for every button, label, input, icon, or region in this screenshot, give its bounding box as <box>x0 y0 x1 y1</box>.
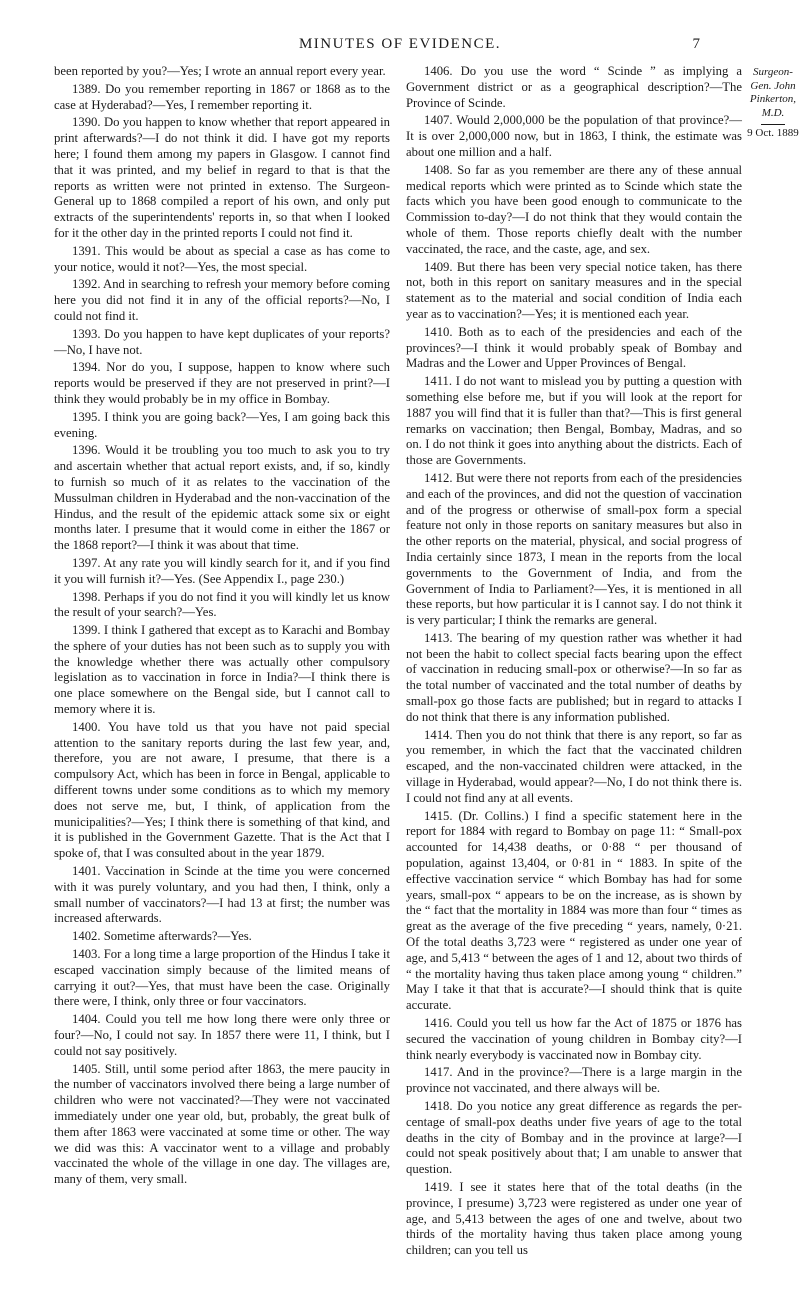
evidence-paragraph: 1398. Perhaps if you do not find it you will kindly let us know the result of your search?—Yes. <box>54 589 390 620</box>
evidence-paragraph: 1396. Would it be troubling you too much to ask you to try and ascertain whether that actual report exists, and, if so, kindly to furnish so much of it as relates to the vaccination of the Mussulman children in Hyderabad and the non-vaccination of the Hindus, and the result of the epidemic attack some six or eight months later. I presume that it would come in either the 1867 or the 1868 report?—I think it was about that time. <box>54 443 390 553</box>
evidence-paragraph: 1395. I think you are going back?—Yes, I am going back this evening. <box>54 409 390 440</box>
evidence-paragraph: 1409. But there has been very special notice taken, has there not, both in this report on sanitary measures and in the special statement as to the material and social condition of India each year as to vaccination?—Yes; it is mentioned each year. <box>406 259 742 321</box>
witness-margin-note <box>747 66 799 141</box>
evidence-paragraph: 1393. Do you happen to have kept duplicates of your reports?—No, I have not. <box>54 326 390 357</box>
page-header <box>0 36 800 56</box>
evidence-paragraph: 1415. (Dr. Collins.) I find a specific statement here in the report for 1884 with regard to Bombay on page 11: “ Small-pox accounted for 14,438 deaths, or 0·88 “ per thousand of population, against 13,404, or 0·81 in “ 1883. In spite of the effective vaccination service “ which Bombay has had for some years, small-pox “ appears to be on the increase, as is shown by the “ fact that the mortality in 1884 was more than four “ times as great as the average of the five preceding “ years, namely, 0·21. Of the total deaths 3,723 were “ registered as under one year of age, and 5,413 “ between the ages of 1 and 12, about two thirds of “ the mortality having thus taken place among young “ children.” May I take it that that is accurate?—I should think that is quite accurate. <box>406 808 742 1013</box>
evidence-paragraph: 1392. And in searching to refresh your memory before coming here you did not find it in any of the official reports?—No, I could not find it. <box>54 277 390 323</box>
evidence-paragraph: 1406. Do you use the word “ Scinde ” as implying a Government district or as a geographical description?—The Province of Scinde. <box>406 64 742 110</box>
evidence-paragraph: 1401. Vaccination in Scinde at the time you were concerned with it was purely voluntary, and you had then, I think, only a small number of vaccinators?—I had 13 at first; the number was increased afterwards. <box>54 864 390 926</box>
evidence-paragraph: 1394. Nor do you, I suppose, happen to know where such reports would be preserved if they are not preserved in print?—I think they would probably be in my office in Bombay. <box>54 360 390 406</box>
evidence-paragraph: 1399. I think I gathered that except as to Karachi and Bombay the sphere of your duties has not been such as to supply you with the knowledge whether there was actually other compulsory legislation as to vaccination in force in India?—I think there is one place somewhere on the Bengal side, but I cannot call to memory where it is. <box>54 623 390 717</box>
running-title: MINUTES OF EVIDENCE. <box>298 36 502 52</box>
evidence-paragraph: 1413. The bearing of my question rather was whether it had not been the habit to collect special facts bearing upon the effect of vaccination in reducing small-pox or otherwise?—In so far as the total number of vaccinated and the total number of deaths by small-pox go those facts are published; but in regard to attacks I do not think that there is any information published. <box>406 630 742 724</box>
evidence-paragraph: 1405. Still, until some period after 1863, the mere paucity in the number of vaccinators involved there being a large number of children who were not vaccinated?—They were not vaccinated immediately under one year old, but, probably, the great bulk of them after 1863 were vaccinated at some time or other. The way we did was this: A vaccinator went to a village and probably vaccinated the whole of the village in one day. The villages are, many of them, very small. <box>54 1061 390 1187</box>
evidence-paragraph: 1389. Do you remember reporting in 1867 or 1868 as to the case at Hyderabad?—Yes, I remember reporting it. <box>54 81 390 112</box>
evidence-paragraph: 1411. I do not want to mislead you by putting a question with something else before me, but if you will look at the report for 1887 you will find that it is fuller than that?—This is first general remarks on vaccination; then Bengal, Bombay, Madras, and so on. I do not think it goes into anything about the districts. Each of those are Governments. <box>406 374 742 468</box>
evidence-paragraph: 1402. Sometime afterwards?—Yes. <box>72 929 252 944</box>
evidence-paragraph: 1391. This would be about as special a case as has come to your notice, would it not?—Yes, the most special. <box>54 243 390 274</box>
evidence-paragraph: 1410. Both as to each of the presidencies and each of the provinces?—I think it would probably speak of Bombay and Madras and the Lower and Upper Provinces of Bengal. <box>406 324 742 371</box>
evidence-paragraph: 1414. Then you do not think that there is any report, so far as you remember, in which the fact that the vaccinated children escaped, and the non-vaccinated children were attacked, in the village in Hyderabad, would appear?—No, I do not think there is. I could not find any at all events. <box>406 727 742 805</box>
page-number: 7 <box>692 36 700 52</box>
evidence-paragraph: 1390. Do you happen to know whether that report appeared in print afterwards?—I do not think it did. I have got my reports here; I found them among my papers in Glasgow. I cannot find that it was printed, and my belief in regard to that is that the reports as written were not printed in extenso. The Surgeon-General up to 1868 compiled a report of his own, and only put extracts of the superintendents' reports in, so that when I looked for it the other day in the printed reports I could not find it. <box>54 115 390 240</box>
witness-name: Surgeon-Gen. John Pinkerton, M.D. <box>749 66 797 119</box>
evidence-paragraph: 1412. But were there not reports from each of the presidencies and each of the provinces, and did not the question of vaccination and of the progress or otherwise of small-pox form a special feature not only in those reports on sanitary measures but also in the other reports on the material, physical, and social progress of India certainly since 1873, I mean in the reports from the local governments to the Government of India, and from the Government of India to Parliament?—Yes, it is mentioned in all these reports, but how particular it is I cannot say. I do not think it is very particular; I think the remarks are general. <box>406 470 742 628</box>
testimony-date: 9 Oct. 1889 <box>747 127 799 139</box>
evidence-paragraph: 1419. I see it states here that of the total deaths (in the province, I presume) 3,723 were registered as under one year of age, and 5,413 between the ages of one and twelve, about two thirds of the mortality having thus taken place among young children; can you tell us <box>406 1179 742 1258</box>
evidence-paragraph: 1407. Would 2,000,000 be the population of that province?—It is over 2,000,000 now, but in 1863, I think, the estimate was about one million and a half. <box>406 113 742 159</box>
evidence-paragraph: 1400. You have told us that you have not paid special attention to the sanitary reports during the last few year, and, therefore, you are not aware, I presume, that there is a compulsory Act, which has been in force in Bengal, applicable to different towns under some conditions as to which my memory does not serve me, but, I think, of application from the municipalities?—Yes; I think there is something of that kind, and it is published in the Government Gazette. That is the Act that I spoke of, that I was consulted about in the year 1879. <box>54 719 390 861</box>
evidence-paragraph: 1418. Do you notice any great difference as regards the per-centage of small-pox deaths under five years of age to the total deaths in the city of Bombay and in the province at large?—I could not speak positively about that; I am unable to answer that question. <box>406 1099 742 1177</box>
evidence-paragraph: 1403. For a long time a large proportion of the Hindus I take it escaped vaccination simply because of the limited means of carrying it out?—Yes, that must have been the case. Originally there were, I think, only three or four vaccinators. <box>54 947 390 1009</box>
evidence-paragraph: 1416. Could you tell us how far the Act of 1875 or 1876 has secured the vaccination of young children in Bombay city?—I think nearly everybody is vaccinated now in Bombay city. <box>406 1016 742 1062</box>
evidence-paragraph: 1417. And in the province?—There is a large margin in the province not vaccinated, and there always will be. <box>406 1065 742 1096</box>
margin-rule <box>761 124 785 125</box>
evidence-paragraph: 1404. Could you tell me how long there were only three or four?—No, I could not say. In 1857 there were 11, I think, but I could not say positively. <box>54 1012 390 1058</box>
evidence-paragraph: 1408. So far as you remember are there any of these annual medical reports which were printed as to Scinde which state the facts which you have been good enough to communicate to the Commission to-day?—I do not think that they would contain the whole of them. Those reports chiefly dealt with the number vaccinated, the race, and the caste, age, and sex. <box>406 162 742 256</box>
evidence-paragraph: been reported by you?—Yes; I wrote an annual report every year. <box>54 64 386 78</box>
left-column <box>54 64 390 1190</box>
evidence-paragraph: 1397. At any rate you will kindly search for it, and if you find it you will furnish it?—Yes. (See Appendix I., page 230.) <box>54 555 390 586</box>
right-column <box>406 64 742 1261</box>
